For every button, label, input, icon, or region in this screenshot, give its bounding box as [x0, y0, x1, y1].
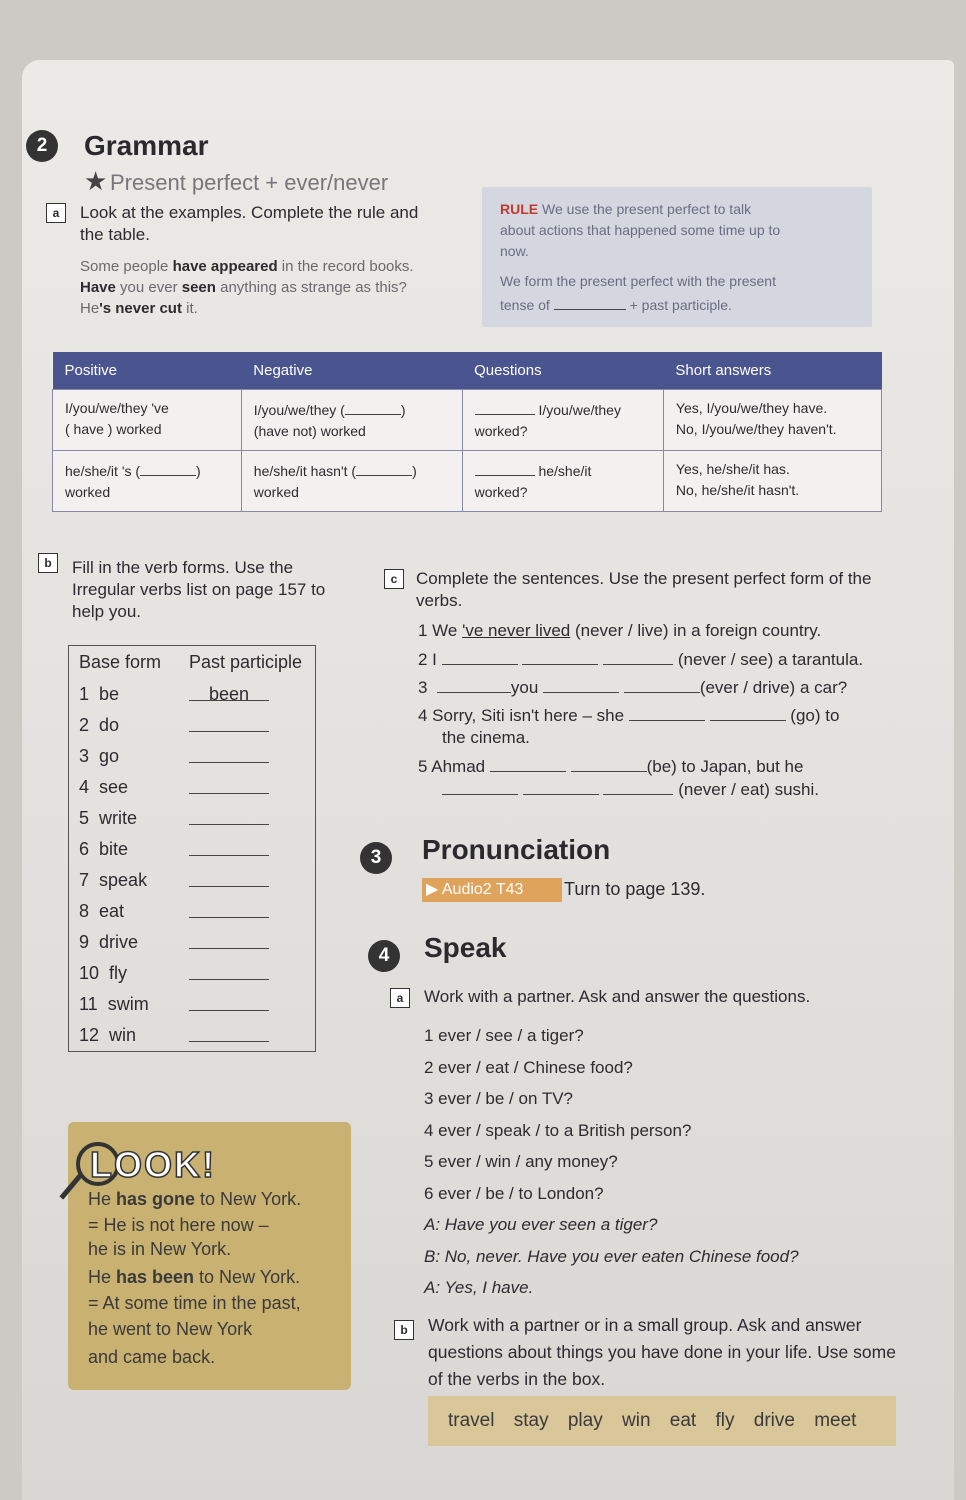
answer-blank[interactable]: [189, 994, 269, 1011]
table-row: 5 write: [69, 803, 316, 834]
answer-blank[interactable]: [523, 778, 599, 795]
header-negative: Negative: [241, 352, 462, 390]
answer-blank[interactable]: [475, 398, 535, 415]
answer-blank[interactable]: [189, 808, 269, 825]
verb-forms-table: [68, 645, 316, 1052]
section-number-badge: 2: [26, 130, 58, 162]
answer-blank[interactable]: [189, 777, 269, 794]
answer-blank[interactable]: [345, 398, 401, 415]
dialogue-line: A: Have you ever seen a tiger?: [424, 1215, 658, 1234]
list-item: 2 ever / eat / Chinese food?: [424, 1057, 633, 1077]
list-item: 3 ever / be / on TV?: [424, 1089, 573, 1108]
table-row: he/she/it 's ( ) worked he/she/it hasn't ( ) worked he/she/it worked? Yes, he/she/it has. No, he/she/it hasn't.: [53, 451, 882, 512]
exercise-instruction: Complete the sentences. Use the present perfect form of the verbs.: [416, 569, 872, 610]
table-row: 7 speak: [69, 865, 316, 896]
answer-blank[interactable]: [189, 839, 269, 856]
column-base-form: Base form: [79, 652, 162, 672]
exercise-letter: c: [384, 569, 404, 589]
answer-blank[interactable]: [624, 676, 700, 693]
dialogue-line: A: Yes, I have.: [424, 1278, 534, 1297]
table-row: 6 bite: [69, 834, 316, 865]
answer-blank[interactable]: [189, 715, 269, 732]
table-row: 10 fly: [69, 958, 316, 989]
table-row: 1 be been: [69, 679, 316, 710]
grammar-table: [52, 352, 882, 512]
star-icon: ★: [84, 166, 108, 196]
table-row: 12 win: [69, 1020, 316, 1052]
verb-box: travel stay play win eat fly drive meet: [428, 1396, 896, 1446]
exercise-letter: a: [46, 203, 66, 223]
pronunciation-instruction: Turn to page 139.: [564, 879, 706, 899]
exercise-letter: a: [390, 988, 410, 1008]
answer-blank[interactable]: [189, 746, 269, 763]
table-row: 8 eat: [69, 896, 316, 927]
list-item: 6 ever / be / to London?: [424, 1183, 604, 1203]
answer-blank[interactable]: [356, 459, 412, 476]
header-questions: Questions: [462, 352, 663, 390]
answer-blank[interactable]: [490, 755, 566, 772]
section-title: Grammar: [84, 130, 209, 161]
answer-blank[interactable]: [522, 648, 598, 665]
table-row: 9 drive: [69, 927, 316, 958]
answer-blank[interactable]: [710, 704, 786, 721]
answer-blank[interactable]: [189, 963, 269, 980]
answer-blank[interactable]: [475, 459, 535, 476]
rule-box: RULE We use the present perfect to talk about actions that happened some time up to now. We form the present perfect with the present tense of + past participle.: [482, 187, 872, 327]
answer-blank[interactable]: [543, 676, 619, 693]
exercise-instruction: Look at the examples. Complete the rule and the table.: [80, 203, 419, 244]
column-past-participle: Past participle: [189, 652, 303, 672]
table-row: 4 see: [69, 772, 316, 803]
exercise-letter: b: [394, 1320, 414, 1340]
answer-blank[interactable]: [189, 1025, 269, 1042]
answer-blank[interactable]: [437, 676, 511, 693]
header-positive: Positive: [53, 352, 242, 390]
sentence-list: 1 We 've never lived (never / live) in a foreign country. 2 I (never / see) a tarantula. 3 you (ever / drive) a car? 4 Sorry, Siti isn't here – she (go) to the cinema. 5 Ahmad (be) to Japan, but he (never / eat) sushi.: [418, 621, 864, 799]
answer-blank[interactable]: [442, 778, 518, 795]
section-title: Speak: [424, 932, 507, 963]
table-row: 2 do: [69, 710, 316, 741]
answer-blank[interactable]: been: [189, 684, 269, 701]
answer-blank[interactable]: [629, 704, 705, 721]
answer-blank[interactable]: [603, 778, 673, 795]
list-item: 4 ever / speak / to a British person?: [424, 1120, 692, 1140]
section-title: Pronunciation: [422, 834, 611, 865]
dialogue-line: B: No, never. Have you ever eaten Chinese food?: [424, 1246, 799, 1266]
answer-blank[interactable]: [189, 870, 269, 887]
exercise-instruction: Work with a partner or in a small group. Ask and answer questions about things you have done in your life. Use some of the verbs in the box.: [428, 1315, 896, 1389]
audio-track-button[interactable]: ▶ Audio2 T43: [422, 878, 562, 902]
look-title: LOOK!: [90, 1144, 216, 1185]
answer-blank[interactable]: [603, 648, 673, 665]
question-list: [424, 1020, 914, 1304]
exercise-letter: b: [38, 553, 58, 573]
exercise-instruction: Fill in the verb forms. Use the Irregular verbs list on page 157 to help you.: [72, 558, 326, 621]
answer-blank[interactable]: [189, 932, 269, 949]
table-row: 3 go: [69, 741, 316, 772]
list-item: 1 ever / see / a tiger?: [424, 1026, 584, 1045]
exercise-instruction: Work with a partner. Ask and answer the questions.: [424, 987, 811, 1006]
section-subtitle: Present perfect + ever/never: [110, 170, 389, 195]
example-sentences: Some people have appeared in the record books. Have you ever seen anything as strange as this? He's never cut it.: [80, 258, 414, 317]
look-box: LOOK! He has gone to New York. = He is not here now – he is in New York. He has been to New York. = At some time in the past, he went to New York and came back.: [68, 1122, 351, 1390]
table-row: I/you/we/they 've ( have ) worked I/you/we/they ( ) (have not) worked I/you/we/they worked? Yes, I/you/we/they have. No, I/you/we/they haven't.: [53, 390, 882, 451]
section-number-badge: 3: [360, 842, 392, 874]
answer-blank[interactable]: [442, 648, 518, 665]
section-number-badge: 4: [368, 940, 400, 972]
table-row: 11 swim: [69, 989, 316, 1020]
header-short-answers: Short answers: [663, 352, 881, 390]
answer-blank[interactable]: [140, 459, 196, 476]
answer-blank[interactable]: [571, 755, 647, 772]
answer-blank[interactable]: [189, 901, 269, 918]
list-item: 5 ever / win / any money?: [424, 1152, 618, 1171]
